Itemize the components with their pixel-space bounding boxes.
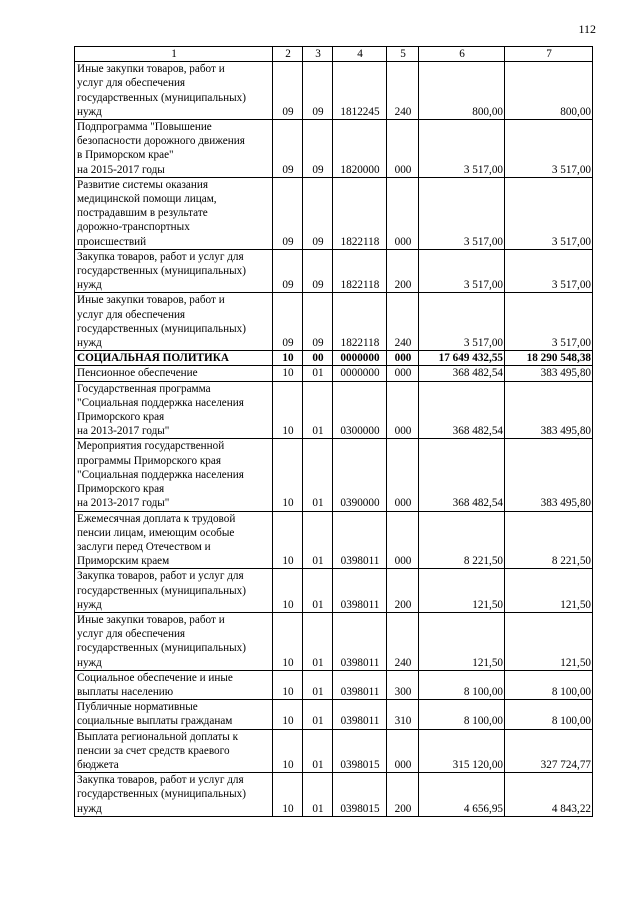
- amount-year1-cell: 8 221,50: [419, 511, 505, 569]
- expense-type-cell: 000: [387, 120, 419, 178]
- target-article-cell: 0398011: [333, 511, 387, 569]
- amount-year1-cell: 3 517,00: [419, 249, 505, 293]
- table-row: [75, 569, 593, 613]
- expense-type-cell: 200: [387, 569, 419, 613]
- subsection-code-cell: 09: [303, 120, 333, 178]
- target-article-cell: 1822118: [333, 249, 387, 293]
- row-name-cell: Иные закупки товаров, работ и услуг для обеспечения государственных (муниципальных) нужд: [75, 612, 273, 670]
- subsection-code-cell: 01: [303, 700, 333, 729]
- amount-year1-cell: 17 649 432,55: [419, 351, 505, 366]
- amount-year1-cell: 3 517,00: [419, 120, 505, 178]
- table-header-row: [75, 47, 593, 62]
- amount-year1-cell: 368 482,54: [419, 366, 505, 381]
- subsection-code-cell: 00: [303, 351, 333, 366]
- table-row: [75, 773, 593, 817]
- amount-year2-cell: 4 843,22: [505, 773, 593, 817]
- table-row: [75, 351, 593, 366]
- row-name-cell: Подпрограмма "Повышение безопасности дорожного движения в Приморском крае" на 2015-2017 годы: [75, 120, 273, 178]
- budget-table: [74, 46, 593, 817]
- target-article-cell: 0398011: [333, 700, 387, 729]
- table-row: [75, 366, 593, 381]
- amount-year1-cell: 368 482,54: [419, 381, 505, 439]
- table-row: [75, 120, 593, 178]
- section-code-cell: 09: [273, 62, 303, 120]
- section-code-cell: 09: [273, 120, 303, 178]
- page-number: 112: [578, 22, 596, 36]
- row-name-cell: Развитие системы оказания медицинской помощи лицам, пострадавшим в результате дорожно-транспортных происшествий: [75, 177, 273, 249]
- column-header: 5: [387, 47, 419, 62]
- target-article-cell: 0398015: [333, 773, 387, 817]
- column-header: 7: [505, 47, 593, 62]
- subsection-code-cell: 09: [303, 177, 333, 249]
- table-row: [75, 729, 593, 773]
- table-row: [75, 439, 593, 511]
- column-header: 1: [75, 47, 273, 62]
- section-code-cell: 10: [273, 569, 303, 613]
- table-row: [75, 293, 593, 351]
- row-name-cell: Публичные нормативные социальные выплаты гражданам: [75, 700, 273, 729]
- table-row: [75, 612, 593, 670]
- section-code-cell: 09: [273, 177, 303, 249]
- section-code-cell: 10: [273, 729, 303, 773]
- target-article-cell: 1822118: [333, 177, 387, 249]
- target-article-cell: 0398011: [333, 670, 387, 699]
- column-header: 6: [419, 47, 505, 62]
- subsection-code-cell: 01: [303, 439, 333, 511]
- expense-type-cell: 000: [387, 177, 419, 249]
- table-row: [75, 62, 593, 120]
- column-header: 2: [273, 47, 303, 62]
- subsection-code-cell: 09: [303, 293, 333, 351]
- row-name-cell: Социальное обеспечение и иные выплаты населению: [75, 670, 273, 699]
- amount-year2-cell: 18 290 548,38: [505, 351, 593, 366]
- expense-type-cell: 000: [387, 366, 419, 381]
- table-row: [75, 249, 593, 293]
- amount-year2-cell: 3 517,00: [505, 120, 593, 178]
- subsection-code-cell: 09: [303, 249, 333, 293]
- amount-year1-cell: 121,50: [419, 612, 505, 670]
- row-name-cell: Закупка товаров, работ и услуг для государственных (муниципальных) нужд: [75, 773, 273, 817]
- amount-year2-cell: 327 724,77: [505, 729, 593, 773]
- subsection-code-cell: 01: [303, 511, 333, 569]
- expense-type-cell: 200: [387, 249, 419, 293]
- amount-year2-cell: 383 495,80: [505, 439, 593, 511]
- amount-year2-cell: 3 517,00: [505, 293, 593, 351]
- row-name-cell: Закупка товаров, работ и услуг для государственных (муниципальных) нужд: [75, 249, 273, 293]
- row-name-cell: Закупка товаров, работ и услуг для государственных (муниципальных) нужд: [75, 569, 273, 613]
- subsection-code-cell: 01: [303, 729, 333, 773]
- target-article-cell: 0398015: [333, 729, 387, 773]
- row-name-cell: Государственная программа "Социальная поддержка населения Приморского края на 2013-2017 годы": [75, 381, 273, 439]
- target-article-cell: 0390000: [333, 439, 387, 511]
- expense-type-cell: 240: [387, 612, 419, 670]
- section-code-cell: 10: [273, 773, 303, 817]
- section-code-cell: 10: [273, 351, 303, 366]
- subsection-code-cell: 01: [303, 569, 333, 613]
- row-name-cell: СОЦИАЛЬНАЯ ПОЛИТИКА: [75, 351, 273, 366]
- section-code-cell: 10: [273, 700, 303, 729]
- amount-year1-cell: 8 100,00: [419, 700, 505, 729]
- target-article-cell: 1822118: [333, 293, 387, 351]
- expense-type-cell: 000: [387, 439, 419, 511]
- section-code-cell: 09: [273, 293, 303, 351]
- table-row: [75, 177, 593, 249]
- amount-year2-cell: 121,50: [505, 612, 593, 670]
- table-row: [75, 700, 593, 729]
- row-name-cell: Пенсионное обеспечение: [75, 366, 273, 381]
- amount-year1-cell: 368 482,54: [419, 439, 505, 511]
- row-name-cell: Иные закупки товаров, работ и услуг для обеспечения государственных (муниципальных) нужд: [75, 62, 273, 120]
- subsection-code-cell: 01: [303, 366, 333, 381]
- target-article-cell: 0000000: [333, 366, 387, 381]
- section-code-cell: 10: [273, 612, 303, 670]
- expense-type-cell: 200: [387, 773, 419, 817]
- section-code-cell: 09: [273, 249, 303, 293]
- table-row: [75, 511, 593, 569]
- amount-year1-cell: 3 517,00: [419, 293, 505, 351]
- amount-year2-cell: 383 495,80: [505, 366, 593, 381]
- table-row: [75, 670, 593, 699]
- amount-year1-cell: 8 100,00: [419, 670, 505, 699]
- row-name-cell: Выплата региональной доплаты к пенсии за счет средств краевого бюджета: [75, 729, 273, 773]
- amount-year2-cell: 800,00: [505, 62, 593, 120]
- expense-type-cell: 240: [387, 293, 419, 351]
- amount-year1-cell: 121,50: [419, 569, 505, 613]
- target-article-cell: 1820000: [333, 120, 387, 178]
- expense-type-cell: 300: [387, 670, 419, 699]
- expense-type-cell: 000: [387, 511, 419, 569]
- row-name-cell: Мероприятия государственной программы Приморского края "Социальная поддержка населения Приморского края на 2013-2017 годы": [75, 439, 273, 511]
- column-header: 3: [303, 47, 333, 62]
- section-code-cell: 10: [273, 439, 303, 511]
- amount-year1-cell: 4 656,95: [419, 773, 505, 817]
- row-name-cell: Иные закупки товаров, работ и услуг для обеспечения государственных (муниципальных) нужд: [75, 293, 273, 351]
- target-article-cell: 0398011: [333, 569, 387, 613]
- amount-year1-cell: 3 517,00: [419, 177, 505, 249]
- table-body: [75, 62, 593, 817]
- subsection-code-cell: 09: [303, 62, 333, 120]
- subsection-code-cell: 01: [303, 670, 333, 699]
- target-article-cell: 0300000: [333, 381, 387, 439]
- amount-year2-cell: 383 495,80: [505, 381, 593, 439]
- column-header: 4: [333, 47, 387, 62]
- expense-type-cell: 000: [387, 729, 419, 773]
- section-code-cell: 10: [273, 366, 303, 381]
- amount-year2-cell: 121,50: [505, 569, 593, 613]
- expense-type-cell: 000: [387, 381, 419, 439]
- amount-year2-cell: 3 517,00: [505, 249, 593, 293]
- table-row: [75, 381, 593, 439]
- target-article-cell: 0000000: [333, 351, 387, 366]
- target-article-cell: 1812245: [333, 62, 387, 120]
- subsection-code-cell: 01: [303, 773, 333, 817]
- expense-type-cell: 240: [387, 62, 419, 120]
- amount-year2-cell: 8 100,00: [505, 670, 593, 699]
- target-article-cell: 0398011: [333, 612, 387, 670]
- amount-year2-cell: 3 517,00: [505, 177, 593, 249]
- amount-year1-cell: 315 120,00: [419, 729, 505, 773]
- expense-type-cell: 000: [387, 351, 419, 366]
- row-name-cell: Ежемесячная доплата к трудовой пенсии лицам, имеющим особые заслуги перед Отечеством и Приморским краем: [75, 511, 273, 569]
- amount-year2-cell: 8 221,50: [505, 511, 593, 569]
- amount-year2-cell: 8 100,00: [505, 700, 593, 729]
- section-code-cell: 10: [273, 670, 303, 699]
- section-code-cell: 10: [273, 511, 303, 569]
- amount-year1-cell: 800,00: [419, 62, 505, 120]
- subsection-code-cell: 01: [303, 612, 333, 670]
- section-code-cell: 10: [273, 381, 303, 439]
- expense-type-cell: 310: [387, 700, 419, 729]
- subsection-code-cell: 01: [303, 381, 333, 439]
